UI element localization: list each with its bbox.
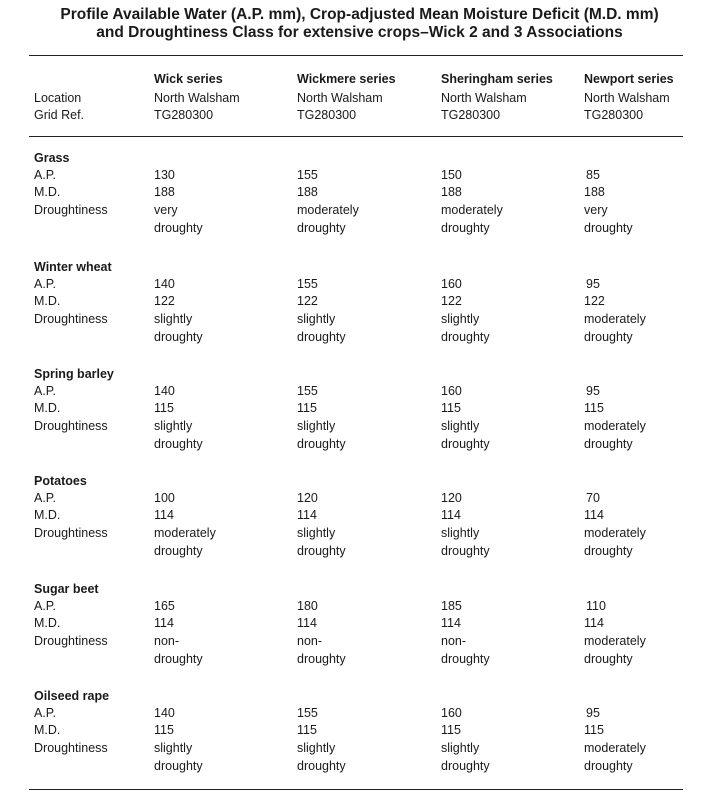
crop-name: Potatoes [34, 474, 87, 488]
droughtiness-value: droughty [441, 437, 490, 451]
ap-value: 160 [441, 384, 462, 398]
grid-ref-label: Grid Ref. [34, 108, 85, 122]
droughtiness-value: moderately [441, 203, 503, 217]
ap-value: 150 [441, 168, 462, 182]
droughtiness-value: moderately [584, 419, 646, 433]
location-wick: North Walsham [154, 91, 240, 105]
table-title-line-1: Profile Available Water (A.P. mm), Crop-adjusted Mean Moisture Deficit (M.D. mm) [60, 6, 659, 23]
ap-value: 185 [441, 599, 462, 613]
md-value: 114 [297, 616, 317, 630]
md-value: 115 [441, 401, 461, 415]
md-value: 114 [441, 508, 461, 522]
ap-value: 95 [586, 277, 600, 291]
ap-value: 85 [586, 168, 600, 182]
grid-ref-sheringham: TG280300 [441, 108, 501, 122]
md-value: 188 [584, 185, 605, 199]
md-value: 114 [154, 508, 174, 522]
droughtiness-value: slightly [297, 312, 336, 326]
location-sheringham: North Walsham [441, 91, 527, 105]
location-newport: North Walsham [584, 91, 670, 105]
droughtiness-value: slightly [154, 741, 193, 755]
droughtiness-value: droughty [154, 759, 203, 773]
md-value: 115 [297, 723, 317, 737]
ap-value: 120 [441, 491, 462, 505]
ap-value: 120 [297, 491, 318, 505]
droughtiness-value: slightly [441, 741, 480, 755]
droughtiness-value: slightly [297, 419, 336, 433]
droughtiness-value: moderately [154, 526, 216, 540]
droughtiness-value: droughty [154, 544, 203, 558]
md-value: 114 [584, 616, 604, 630]
crop-name: Sugar beet [34, 582, 99, 596]
ap-value: 155 [297, 168, 318, 182]
droughtiness-label: Droughtiness [34, 419, 108, 433]
ap-label: A.P. [34, 599, 57, 613]
droughtiness-value: non- [297, 634, 323, 648]
droughtiness-value: droughty [297, 544, 346, 558]
droughtiness-value: droughty [584, 221, 633, 235]
series-header-sheringham: Sheringham series [441, 72, 553, 86]
droughtiness-value: droughty [584, 330, 633, 344]
droughtiness-value: moderately [584, 312, 646, 326]
droughtiness-value: droughty [154, 652, 203, 666]
droughtiness-label: Droughtiness [34, 526, 108, 540]
ap-value: 165 [154, 599, 175, 613]
droughtiness-value: non- [154, 634, 180, 648]
grid-ref-newport: TG280300 [584, 108, 644, 122]
ap-value: 140 [154, 706, 175, 720]
droughtiness-value: very [154, 203, 178, 217]
crop-name: Oilseed rape [34, 689, 110, 703]
md-value: 122 [297, 294, 318, 308]
md-label: M.D. [34, 508, 61, 522]
md-value: 114 [154, 616, 174, 630]
droughtiness-value: moderately [297, 203, 359, 217]
md-label: M.D. [34, 294, 61, 308]
ap-value: 110 [586, 599, 606, 613]
md-value: 115 [154, 401, 174, 415]
droughtiness-value: non- [441, 634, 467, 648]
md-value: 188 [154, 185, 175, 199]
ap-label: A.P. [34, 384, 57, 398]
ap-value: 180 [297, 599, 318, 613]
header-rule [29, 136, 683, 137]
ap-value: 140 [154, 384, 175, 398]
md-value: 114 [297, 508, 317, 522]
grid-ref-wick: TG280300 [154, 108, 214, 122]
md-value: 115 [584, 723, 604, 737]
md-label: M.D. [34, 401, 61, 415]
ap-value: 100 [154, 491, 175, 505]
ap-value: 70 [586, 491, 600, 505]
crop-name: Spring barley [34, 367, 114, 381]
md-value: 115 [584, 401, 604, 415]
md-value: 188 [297, 185, 318, 199]
droughtiness-value: moderately [584, 634, 646, 648]
droughtiness-label: Droughtiness [34, 203, 108, 217]
droughtiness-value: droughty [441, 652, 490, 666]
droughtiness-value: droughty [154, 330, 203, 344]
droughtiness-value: droughty [441, 330, 490, 344]
series-header-wick: Wick series [154, 72, 223, 86]
droughtiness-value: droughty [441, 544, 490, 558]
crop-name: Winter wheat [34, 260, 112, 274]
md-label: M.D. [34, 723, 61, 737]
location-wickmere: North Walsham [297, 91, 383, 105]
crop-name: Grass [34, 151, 70, 165]
droughtiness-value: droughty [297, 221, 346, 235]
location-label: Location [34, 91, 82, 105]
ap-value: 130 [154, 168, 175, 182]
ap-label: A.P. [34, 706, 57, 720]
droughtiness-label: Droughtiness [34, 741, 108, 755]
droughtiness-value: droughty [297, 330, 346, 344]
md-value: 122 [441, 294, 462, 308]
ap-value: 155 [297, 384, 318, 398]
droughtiness-value: droughty [297, 652, 346, 666]
ap-value: 155 [297, 706, 318, 720]
droughtiness-value: droughty [441, 221, 490, 235]
droughtiness-value: droughty [584, 759, 633, 773]
ap-value: 140 [154, 277, 175, 291]
md-value: 115 [297, 401, 317, 415]
droughtiness-value: droughty [154, 221, 203, 235]
droughtiness-value: slightly [154, 312, 193, 326]
droughtiness-value: droughty [297, 759, 346, 773]
series-header-newport: Newport series [584, 72, 674, 86]
md-value: 114 [441, 616, 461, 630]
ap-value: 160 [441, 277, 462, 291]
droughtiness-label: Droughtiness [34, 634, 108, 648]
droughtiness-value: slightly [441, 419, 480, 433]
ap-value: 160 [441, 706, 462, 720]
ap-label: A.P. [34, 277, 57, 291]
droughtiness-value: very [584, 203, 608, 217]
ap-label: A.P. [34, 168, 57, 182]
md-value: 115 [441, 723, 461, 737]
droughtiness-value: droughty [441, 759, 490, 773]
droughtiness-value: droughty [584, 652, 633, 666]
droughtiness-value: moderately [584, 526, 646, 540]
top-rule [29, 55, 683, 56]
ap-value: 155 [297, 277, 318, 291]
table-title-line-2: and Droughtiness Class for extensive crops–Wick 2 and 3 Associations [96, 24, 623, 41]
droughtiness-value: moderately [584, 741, 646, 755]
md-value: 122 [584, 294, 605, 308]
md-label: M.D. [34, 616, 61, 630]
droughtiness-value: slightly [297, 526, 336, 540]
droughtiness-value: droughty [297, 437, 346, 451]
droughtiness-value: slightly [441, 526, 480, 540]
grid-ref-wickmere: TG280300 [297, 108, 357, 122]
droughtiness-value: slightly [154, 419, 193, 433]
md-value: 114 [584, 508, 604, 522]
md-value: 122 [154, 294, 175, 308]
droughtiness-value: droughty [154, 437, 203, 451]
ap-label: A.P. [34, 491, 57, 505]
md-label: M.D. [34, 185, 61, 199]
droughtiness-value: droughty [584, 437, 633, 451]
ap-value: 95 [586, 384, 600, 398]
droughtiness-value: droughty [584, 544, 633, 558]
series-header-wickmere: Wickmere series [297, 72, 396, 86]
ap-value: 95 [586, 706, 600, 720]
droughtiness-value: slightly [297, 741, 336, 755]
md-value: 188 [441, 185, 462, 199]
droughtiness-label: Droughtiness [34, 312, 108, 326]
bottom-rule [29, 789, 683, 790]
droughtiness-value: slightly [441, 312, 480, 326]
md-value: 115 [154, 723, 174, 737]
